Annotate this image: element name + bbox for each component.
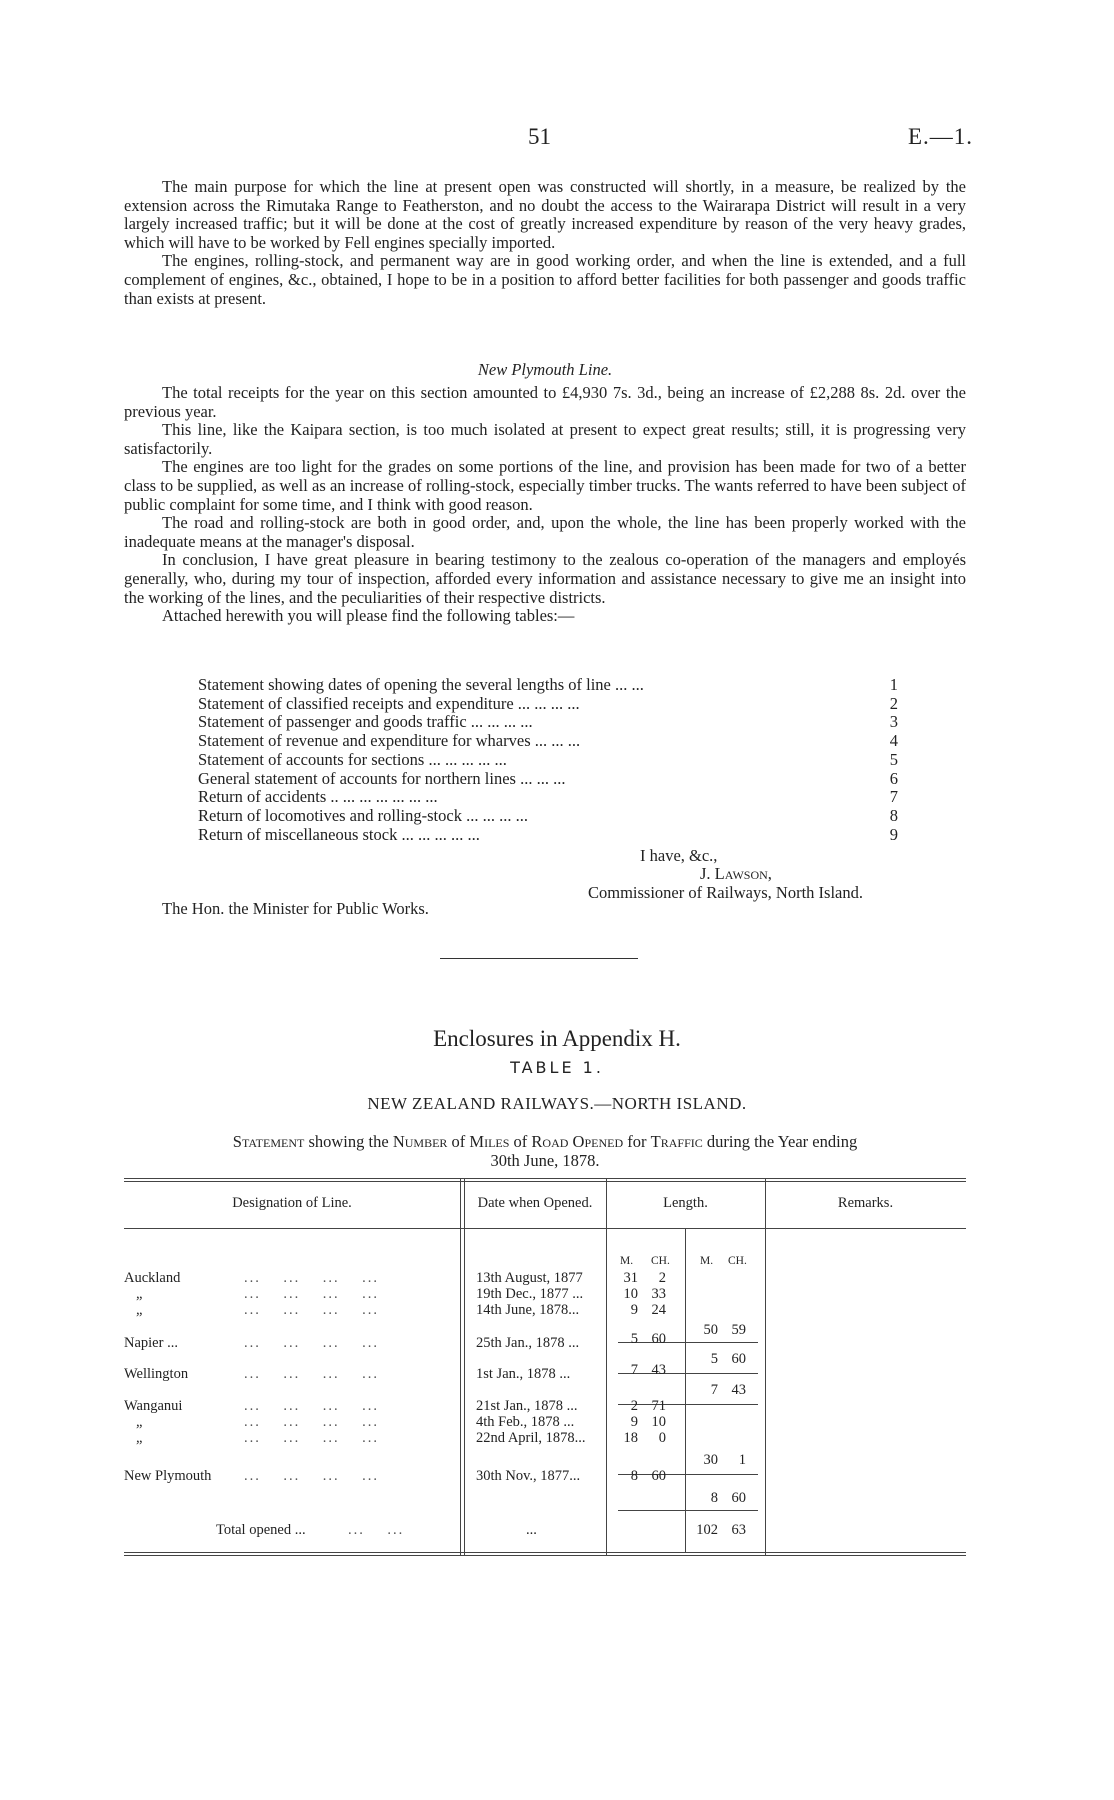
table-rule (618, 1404, 758, 1405)
list-item-label: General statement of accounts for northern lines ... ... ... (198, 769, 566, 788)
section-title: New Plymouth Line. (477, 360, 613, 379)
paragraph: Attached herewith you will please find the following tables:— (162, 606, 575, 626)
date-opened: 4th Feb., 1878 ... (476, 1414, 575, 1430)
caption-part: showing the (304, 1132, 393, 1151)
unit-chains: CH. (651, 1255, 670, 1267)
list-item-label: Return of locomotives and rolling-stock ... ... ... ... (198, 806, 528, 825)
subtotal-chains: 60 (731, 1351, 746, 1367)
list-item-number: 1 (889, 675, 898, 694)
total-miles: 102 (696, 1522, 718, 1538)
table-caption (124, 1132, 966, 1170)
length-chains: 43 (651, 1362, 666, 1378)
list-item (198, 807, 898, 826)
total-chains: 63 (731, 1522, 746, 1538)
length-miles: 2 (630, 1398, 638, 1414)
table-rule (124, 1555, 966, 1556)
table-heading: NEW ZEALAND RAILWAYS.—NORTH ISLAND. (367, 1094, 747, 1113)
list-item-number: 5 (889, 749, 898, 769)
table-rule (606, 1178, 607, 1556)
table-rule (460, 1178, 461, 1556)
date-opened: 30th Nov., 1877... (476, 1468, 581, 1484)
line-name: Wellington (124, 1366, 189, 1382)
table-rule (685, 1228, 686, 1552)
subtotal-miles: 7 (710, 1382, 718, 1398)
list-item-number: 4 (889, 731, 898, 751)
length-chains: 71 (651, 1398, 666, 1414)
leader-dots: ... ... ... ... (244, 1270, 379, 1286)
section-paragraphs (124, 384, 966, 626)
date-opened: 13th August, 1877 (476, 1270, 583, 1286)
length-miles: 9 (630, 1414, 638, 1430)
list-item (198, 676, 898, 695)
paragraph: The main purpose for which the line at present open was constructed will shortly, in a measure, be realized by the extension across the Rimutaka Range to Featherston, and no doubt the access to the Wairarapa District will result in a very largely increased traffic; but it will be done at the cost of greatly increased expenditure by reason of the very heavy grades, which will have to be worked by Fell engines specially imported. (124, 177, 966, 252)
list-item-label: Return of accidents .. ... ... ... ... ... ... (198, 788, 438, 807)
leader-dots: ... ... ... ... (244, 1414, 379, 1430)
length-chains: 60 (651, 1331, 666, 1347)
list-item-number: 3 (889, 712, 898, 732)
length-chains: 0 (658, 1430, 666, 1446)
enclosure-title: Enclosures in Appendix H. (433, 1026, 681, 1051)
list-item (198, 713, 898, 732)
header-date: Date when Opened. (477, 1195, 593, 1211)
list-item (198, 751, 898, 770)
leader-dots: ... ... ... ... (244, 1286, 379, 1302)
paragraph: In conclusion, I have great pleasure in bearing testimony to the zealous co-operation of the managers and employés generally, who, during my tour of inspection, afforded every information and assistance necessary to give me an insight into the working of the lines, and the peculiarities of their respective districts. (124, 550, 966, 607)
table-rule (124, 1178, 966, 1179)
caption-part: of (447, 1132, 470, 1151)
subtotal-chains: 43 (731, 1382, 746, 1398)
list-item-label: Return of miscellaneous stock ... ... ... ... ... (198, 825, 480, 844)
line-name: Auckland (124, 1270, 181, 1286)
table-rule (618, 1342, 758, 1343)
date-opened: 19th Dec., 1877 ... (476, 1286, 584, 1302)
tables-list (198, 676, 898, 844)
length-miles: 10 (623, 1286, 638, 1302)
list-item-label: Statement of accounts for sections ... ... ... ... ... (198, 750, 507, 769)
unit-miles: M. (620, 1255, 634, 1267)
page-number: 51 (528, 124, 551, 149)
subtotal-chains: 1 (738, 1452, 746, 1468)
caption-part: for (623, 1132, 651, 1151)
leader-dots: ... ... ... ... (244, 1430, 379, 1446)
unit-miles: M. (700, 1255, 714, 1267)
line-name: „ (136, 1302, 143, 1318)
length-chains: 10 (651, 1414, 666, 1430)
table-rule (124, 1181, 966, 1182)
subtotal-miles: 8 (710, 1490, 718, 1506)
list-item (198, 732, 898, 751)
caption-part: Statement (232, 1132, 305, 1151)
table-rule (618, 1510, 758, 1511)
header-remarks: Remarks. (837, 1195, 894, 1211)
total-date: ... (526, 1522, 537, 1538)
date-opened: 21st Jan., 1878 ... (476, 1398, 578, 1414)
total-label: Total opened ... (216, 1522, 306, 1538)
list-item-label: Statement of passenger and goods traffic ... ... ... ... (198, 713, 533, 732)
document-reference: E.—1. (908, 124, 974, 149)
date-opened: 14th June, 1878... (476, 1302, 580, 1318)
list-item-number: 6 (889, 768, 898, 788)
length-miles: 7 (630, 1362, 638, 1378)
subtotal-chains: 59 (731, 1322, 746, 1338)
date-opened: 22nd April, 1878... (476, 1430, 586, 1446)
table-rule (618, 1474, 758, 1475)
length-miles: 8 (630, 1468, 638, 1484)
list-item (198, 770, 898, 789)
paragraph: The road and rolling-stock are both in good order, and, upon the whole, the line has been properly worked with the inadequate means at the manager's disposal. (124, 513, 966, 551)
header-designation: Designation of Line. (232, 1195, 352, 1211)
length-chains: 2 (658, 1270, 666, 1286)
list-item-label: Statement of classified receipts and expenditure ... ... ... ... (198, 694, 580, 713)
date-opened: 1st Jan., 1878 ... (476, 1366, 571, 1382)
paragraph: This line, like the Kaipara section, is too much isolated at present to expect great results; still, it is progressing very satisfactorily. (124, 420, 966, 458)
paragraph: The engines are too light for the grades on some portions of the line, and provision has been made for two of a better class to be supplied, as well as an increase of rolling-stock, especially timber trucks. The wants referred to have been subject of public complaint for some time, and I think with good reason. (124, 457, 966, 514)
list-item-number: 8 (889, 805, 898, 825)
table-rule (618, 1373, 758, 1374)
subtotal-miles: 5 (710, 1351, 718, 1367)
leader-dots: ... ... ... ... (244, 1302, 379, 1318)
caption-part: during the Year ending (702, 1132, 858, 1151)
table-rule (124, 1228, 966, 1229)
leader-dots: ... ... (348, 1522, 405, 1538)
line-name: New Plymouth (124, 1468, 212, 1484)
date-opened: 25th Jan., 1878 ... (476, 1335, 580, 1351)
leader-dots: ... ... ... ... (244, 1366, 379, 1382)
length-miles: 18 (623, 1430, 638, 1446)
paragraph: The total receipts for the year on this section amounted to £4,930 7s. 3d., being an increase of £2,288 8s. 2d. over the previous year. (124, 383, 966, 421)
table-rule (464, 1178, 465, 1556)
caption-part: Number (392, 1132, 448, 1151)
line-name: Wanganui (124, 1398, 183, 1414)
table-label: TABLE 1. (510, 1058, 604, 1077)
leader-dots: ... ... ... ... (244, 1468, 379, 1484)
list-item-number: 2 (889, 693, 898, 713)
caption-part: Miles (469, 1132, 510, 1151)
addressee: The Hon. the Minister for Public Works. (162, 899, 429, 918)
leader-dots: ... ... ... ... (244, 1335, 379, 1351)
caption-part: Traffic (650, 1132, 703, 1151)
line-name: Napier ... (124, 1335, 178, 1351)
caption-part: 30th June, 1878. (490, 1151, 600, 1170)
line-name: „ (136, 1414, 143, 1430)
header-length: Length. (663, 1195, 708, 1211)
list-item-number: 7 (889, 787, 898, 807)
list-item-label: Statement of revenue and expenditure for wharves ... ... ... (198, 732, 581, 751)
length-chains: 33 (651, 1286, 666, 1302)
intro-paragraphs (124, 178, 966, 308)
list-item (198, 826, 898, 845)
list-item (198, 788, 898, 807)
length-miles: 31 (623, 1270, 638, 1286)
subtotal-chains: 60 (731, 1490, 746, 1506)
line-name: „ (136, 1286, 143, 1302)
signatory-name: J. Lawson, (700, 864, 772, 883)
list-item-label: Statement showing dates of opening the several lengths of line ... ... (198, 676, 644, 694)
closing-line: I have, &c., (640, 846, 718, 865)
length-miles: 5 (630, 1331, 638, 1347)
railway-table (124, 1178, 966, 1556)
unit-chains: CH. (728, 1255, 747, 1267)
caption-part: Road Opened (531, 1132, 624, 1151)
length-miles: 9 (630, 1302, 638, 1318)
length-chains: 60 (651, 1468, 666, 1484)
signatory-title: Commissioner of Railways, North Island. (588, 883, 863, 902)
list-item-number: 9 (889, 824, 898, 844)
divider (440, 958, 638, 959)
leader-dots: ... ... ... ... (244, 1398, 379, 1414)
subtotal-miles: 30 (703, 1452, 718, 1468)
caption-part: of (509, 1132, 532, 1151)
paragraph: The engines, rolling-stock, and permanent way are in good working order, and when the line is extended, and a full complement of engines, &c., obtained, I hope to be in a position to afford better facilities for both passenger and goods traffic than exists at present. (124, 251, 966, 308)
line-name: „ (136, 1430, 143, 1446)
length-chains: 24 (651, 1302, 666, 1318)
list-item (198, 695, 898, 714)
table-rule (765, 1178, 766, 1556)
subtotal-miles: 50 (703, 1322, 718, 1338)
table-rule (124, 1552, 966, 1553)
